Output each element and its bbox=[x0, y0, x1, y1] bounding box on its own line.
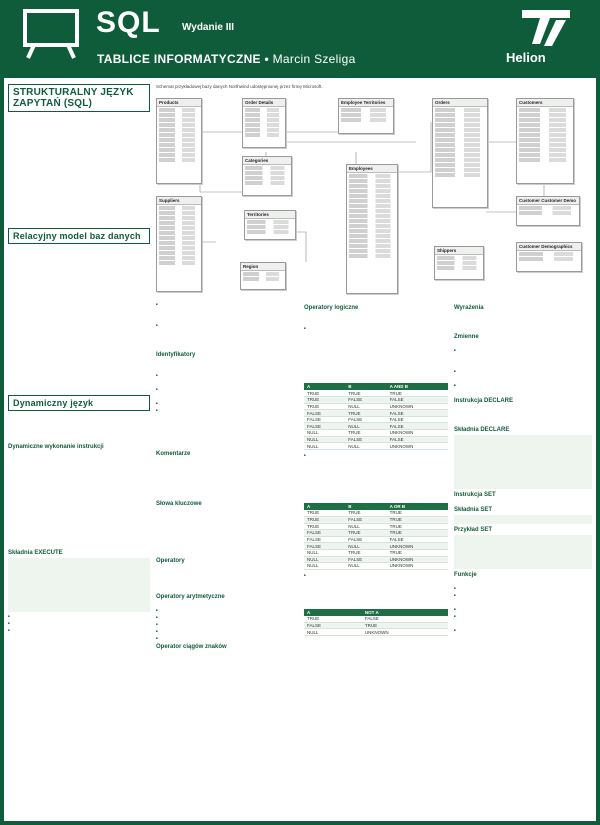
operators-text bbox=[156, 565, 298, 591]
table-header-cell: A AND B bbox=[387, 383, 448, 390]
heading-identifiers: Identyfikatory bbox=[156, 352, 196, 358]
table-title-products: Products bbox=[157, 99, 201, 107]
table-row bbox=[304, 390, 448, 397]
table-cell: FALSE bbox=[304, 622, 362, 629]
table-cell: FALSE bbox=[387, 416, 448, 423]
table-row bbox=[304, 430, 448, 437]
table-cell: NULL bbox=[345, 563, 386, 570]
table-header-cell: A bbox=[304, 609, 362, 616]
table-row bbox=[304, 616, 448, 623]
section-title-dynamic: Dynamiczny język bbox=[13, 398, 94, 408]
dynamic-exec-text bbox=[8, 451, 150, 547]
heading-functions: Funkcje bbox=[454, 572, 477, 578]
table-cell: FALSE bbox=[345, 516, 386, 523]
table-cell: NULL bbox=[304, 430, 345, 437]
page-title: SQL bbox=[96, 6, 161, 39]
truth-table-not bbox=[304, 609, 448, 636]
table-title-employee-territories: Employee Territories bbox=[339, 99, 393, 107]
logic-text bbox=[304, 312, 448, 380]
table-row bbox=[304, 530, 448, 537]
table-row bbox=[304, 403, 448, 410]
table-row bbox=[304, 563, 448, 570]
declare-text bbox=[454, 405, 592, 424]
publisher-name: Helion bbox=[506, 50, 546, 65]
table-cell: NULL bbox=[345, 443, 386, 450]
table-cell: FALSE bbox=[387, 397, 448, 404]
heading-comments: Komentarze bbox=[156, 451, 191, 457]
heading-set-syntax: Składnia SET bbox=[454, 507, 493, 513]
table-title-customers: Customers bbox=[517, 99, 573, 107]
column-expressions bbox=[454, 302, 592, 642]
relational-text-block bbox=[8, 248, 150, 393]
table-cell: FALSE bbox=[304, 536, 345, 543]
table-cell: TRUE bbox=[345, 510, 386, 517]
table-cell: NULL bbox=[345, 403, 386, 410]
table-cell: FALSE bbox=[304, 423, 345, 430]
arithmetic-text bbox=[156, 601, 298, 641]
table-title-customer-customer-demo: Customer Customer Demo bbox=[517, 197, 579, 205]
keywords-text bbox=[156, 508, 298, 555]
table-cell: UNKNOWN bbox=[387, 556, 448, 563]
table-cell: TRUE bbox=[345, 530, 386, 537]
truth-table-and bbox=[304, 383, 448, 450]
table-cell: UNKNOWN bbox=[387, 403, 448, 410]
section-box-main bbox=[8, 84, 150, 112]
heading-declare: Instrukcja DECLARE bbox=[454, 398, 514, 404]
table-order-details bbox=[242, 98, 286, 148]
dynamic-notes bbox=[8, 614, 150, 647]
table-row bbox=[304, 536, 448, 543]
edition-label: Wydanie III bbox=[182, 22, 235, 33]
heading-operators: Operatory bbox=[156, 558, 185, 564]
series-subtitle bbox=[97, 52, 356, 66]
table-cell: FALSE bbox=[345, 397, 386, 404]
header-banner bbox=[0, 0, 600, 78]
table-orders bbox=[432, 98, 488, 208]
column-identifiers bbox=[156, 302, 298, 679]
table-cell: TRUE bbox=[387, 510, 448, 517]
expressions-text bbox=[454, 312, 592, 331]
series-name: TABLICE INFORMATYCZNE bbox=[97, 52, 261, 66]
section-title-sql: STRUKTURALNY JĘZYK ZAPYTAŃ (SQL) bbox=[13, 87, 134, 109]
table-cell: TRUE bbox=[345, 390, 386, 397]
table-row bbox=[304, 397, 448, 404]
table-cell: FALSE bbox=[345, 536, 386, 543]
table-row bbox=[304, 410, 448, 417]
truth-table-or-body bbox=[304, 510, 448, 569]
table-row bbox=[304, 436, 448, 443]
table-title-territories: Territories bbox=[245, 211, 295, 219]
table-customers bbox=[516, 98, 574, 184]
table-cell: FALSE bbox=[304, 543, 345, 550]
presentation-board-icon bbox=[22, 8, 80, 60]
table-row bbox=[304, 443, 448, 450]
heading-set-example: Przykład SET bbox=[454, 527, 493, 533]
comments-text bbox=[156, 458, 298, 498]
table-cell: UNKNOWN bbox=[387, 543, 448, 550]
string-operator-text bbox=[156, 651, 298, 677]
table-header-cell: B bbox=[345, 503, 386, 510]
table-cell: NULL bbox=[304, 436, 345, 443]
truth-table-not-body bbox=[304, 616, 448, 636]
table-cell: NULL bbox=[304, 549, 345, 556]
table-cell: FALSE bbox=[345, 436, 386, 443]
heading-keywords: Słowa kluczowe bbox=[156, 501, 202, 507]
heading-expressions: Wyrażenia bbox=[454, 305, 484, 311]
variables-text bbox=[454, 341, 592, 395]
table-title-orders: Orders bbox=[433, 99, 487, 107]
table-title-region: Region bbox=[241, 263, 285, 271]
heading-arithmetic: Operatory arytmetyczne bbox=[156, 594, 225, 600]
intro-text-block bbox=[8, 116, 150, 226]
section-box-relational bbox=[8, 228, 150, 244]
table-cell: TRUE bbox=[345, 410, 386, 417]
table-cell: NULL bbox=[304, 563, 345, 570]
table-cell: TRUE bbox=[387, 516, 448, 523]
table-cell: NULL bbox=[345, 523, 386, 530]
table-title-suppliers: Suppliers bbox=[157, 197, 201, 205]
code-block-declare bbox=[454, 435, 592, 489]
table-cell: TRUE bbox=[362, 622, 448, 629]
table-header-cell: A bbox=[304, 383, 345, 390]
table-region bbox=[240, 262, 286, 290]
table-suppliers bbox=[156, 196, 202, 292]
author-name: Marcin Szeliga bbox=[272, 52, 356, 66]
table-title-employees: Employees bbox=[347, 165, 397, 173]
table-customer-customer-demo bbox=[516, 196, 580, 226]
table-header-cell: A bbox=[304, 503, 345, 510]
table-cell: FALSE bbox=[345, 556, 386, 563]
table-title-categories: Categories bbox=[243, 157, 291, 165]
table-cell: FALSE bbox=[345, 416, 386, 423]
heading-variables: Zmienne bbox=[454, 334, 479, 340]
code-block-set bbox=[454, 515, 592, 524]
table-cell: NULL bbox=[304, 629, 362, 636]
functions-text bbox=[454, 579, 592, 640]
code-block-execute bbox=[8, 558, 150, 612]
truth-table-and-body bbox=[304, 390, 448, 449]
table-cell: FALSE bbox=[387, 423, 448, 430]
table-cell: TRUE bbox=[387, 530, 448, 537]
table-cell: UNKNOWN bbox=[362, 629, 448, 636]
heading-set: Instrukcja SET bbox=[454, 492, 496, 498]
table-cell: NULL bbox=[304, 443, 345, 450]
table-cell: TRUE bbox=[387, 390, 448, 397]
table-cell: TRUE bbox=[387, 549, 448, 556]
table-cell: TRUE bbox=[304, 616, 362, 623]
table-cell: NULL bbox=[345, 543, 386, 550]
table-cell: TRUE bbox=[345, 549, 386, 556]
or-text bbox=[304, 453, 448, 500]
identifiers-text bbox=[156, 359, 298, 448]
table-row bbox=[304, 556, 448, 563]
table-cell: TRUE bbox=[304, 403, 345, 410]
dynamic-text-block bbox=[8, 415, 150, 441]
table-cell: TRUE bbox=[304, 510, 345, 517]
table-cell: FALSE bbox=[304, 530, 345, 537]
table-cell: NULL bbox=[345, 423, 386, 430]
table-row bbox=[304, 622, 448, 629]
table-row bbox=[304, 423, 448, 430]
subheading-dynamic-exec: Dynamiczne wykonanie instrukcji bbox=[8, 444, 104, 450]
table-row bbox=[304, 510, 448, 517]
table-cell: FALSE bbox=[304, 410, 345, 417]
heading-string-operator: Operator ciągów znaków bbox=[156, 644, 227, 650]
table-territories bbox=[244, 210, 296, 240]
table-row bbox=[304, 549, 448, 556]
table-row bbox=[304, 416, 448, 423]
table-products bbox=[156, 98, 202, 184]
column-logic bbox=[304, 302, 448, 639]
table-shippers bbox=[434, 246, 484, 280]
section-title-relational: Relacyjny model baz danych bbox=[13, 231, 141, 241]
table-cell: FALSE bbox=[304, 416, 345, 423]
table-cell: UNKNOWN bbox=[387, 563, 448, 570]
table-cell: FALSE bbox=[362, 616, 448, 623]
table-cell: TRUE bbox=[387, 523, 448, 530]
table-row bbox=[304, 543, 448, 550]
subheading-exec-syntax: Składnia EXECUTE bbox=[8, 550, 63, 556]
section-box-dynamic bbox=[8, 395, 150, 411]
table-cell: UNKNOWN bbox=[387, 430, 448, 437]
diagram-caption: Schemat przykładowej bazy danych Northwind udostępnionej przez firmę Microsoft. bbox=[156, 84, 323, 89]
heading-declare-syntax: Składnia DECLARE bbox=[454, 427, 510, 433]
table-cell: NULL bbox=[304, 556, 345, 563]
truth-table-or bbox=[304, 503, 448, 570]
table-header-cell: NOT A bbox=[362, 609, 448, 616]
table-title-customer-demographics: Customer Demographics bbox=[517, 243, 581, 251]
table-cell: FALSE bbox=[387, 436, 448, 443]
heading-logic-operators: Operatory logiczne bbox=[304, 305, 359, 311]
table-cell: UNKNOWN bbox=[387, 443, 448, 450]
table-cell: TRUE bbox=[304, 390, 345, 397]
table-cell: TRUE bbox=[304, 523, 345, 530]
col-a-intro bbox=[156, 302, 298, 349]
table-cell: FALSE bbox=[387, 536, 448, 543]
table-employees bbox=[346, 164, 398, 294]
table-row bbox=[304, 629, 448, 636]
not-text bbox=[304, 573, 448, 606]
table-title-order-details: Order Details bbox=[243, 99, 285, 107]
table-cell: TRUE bbox=[304, 516, 345, 523]
left-column bbox=[8, 84, 150, 649]
table-cell: TRUE bbox=[345, 430, 386, 437]
table-row bbox=[304, 516, 448, 523]
table-cell: FALSE bbox=[387, 410, 448, 417]
code-block-set-example bbox=[454, 535, 592, 569]
table-header-cell: A OR B bbox=[387, 503, 448, 510]
table-row bbox=[304, 523, 448, 530]
table-header-cell: B bbox=[345, 383, 386, 390]
separator: • bbox=[264, 52, 269, 66]
table-customer-demographics bbox=[516, 242, 582, 272]
table-title-shippers: Shippers bbox=[435, 247, 483, 255]
schema-diagram bbox=[156, 92, 592, 298]
table-employee-territories bbox=[338, 98, 394, 134]
table-cell: TRUE bbox=[304, 397, 345, 404]
set-text bbox=[454, 499, 592, 504]
table-categories bbox=[242, 156, 292, 196]
